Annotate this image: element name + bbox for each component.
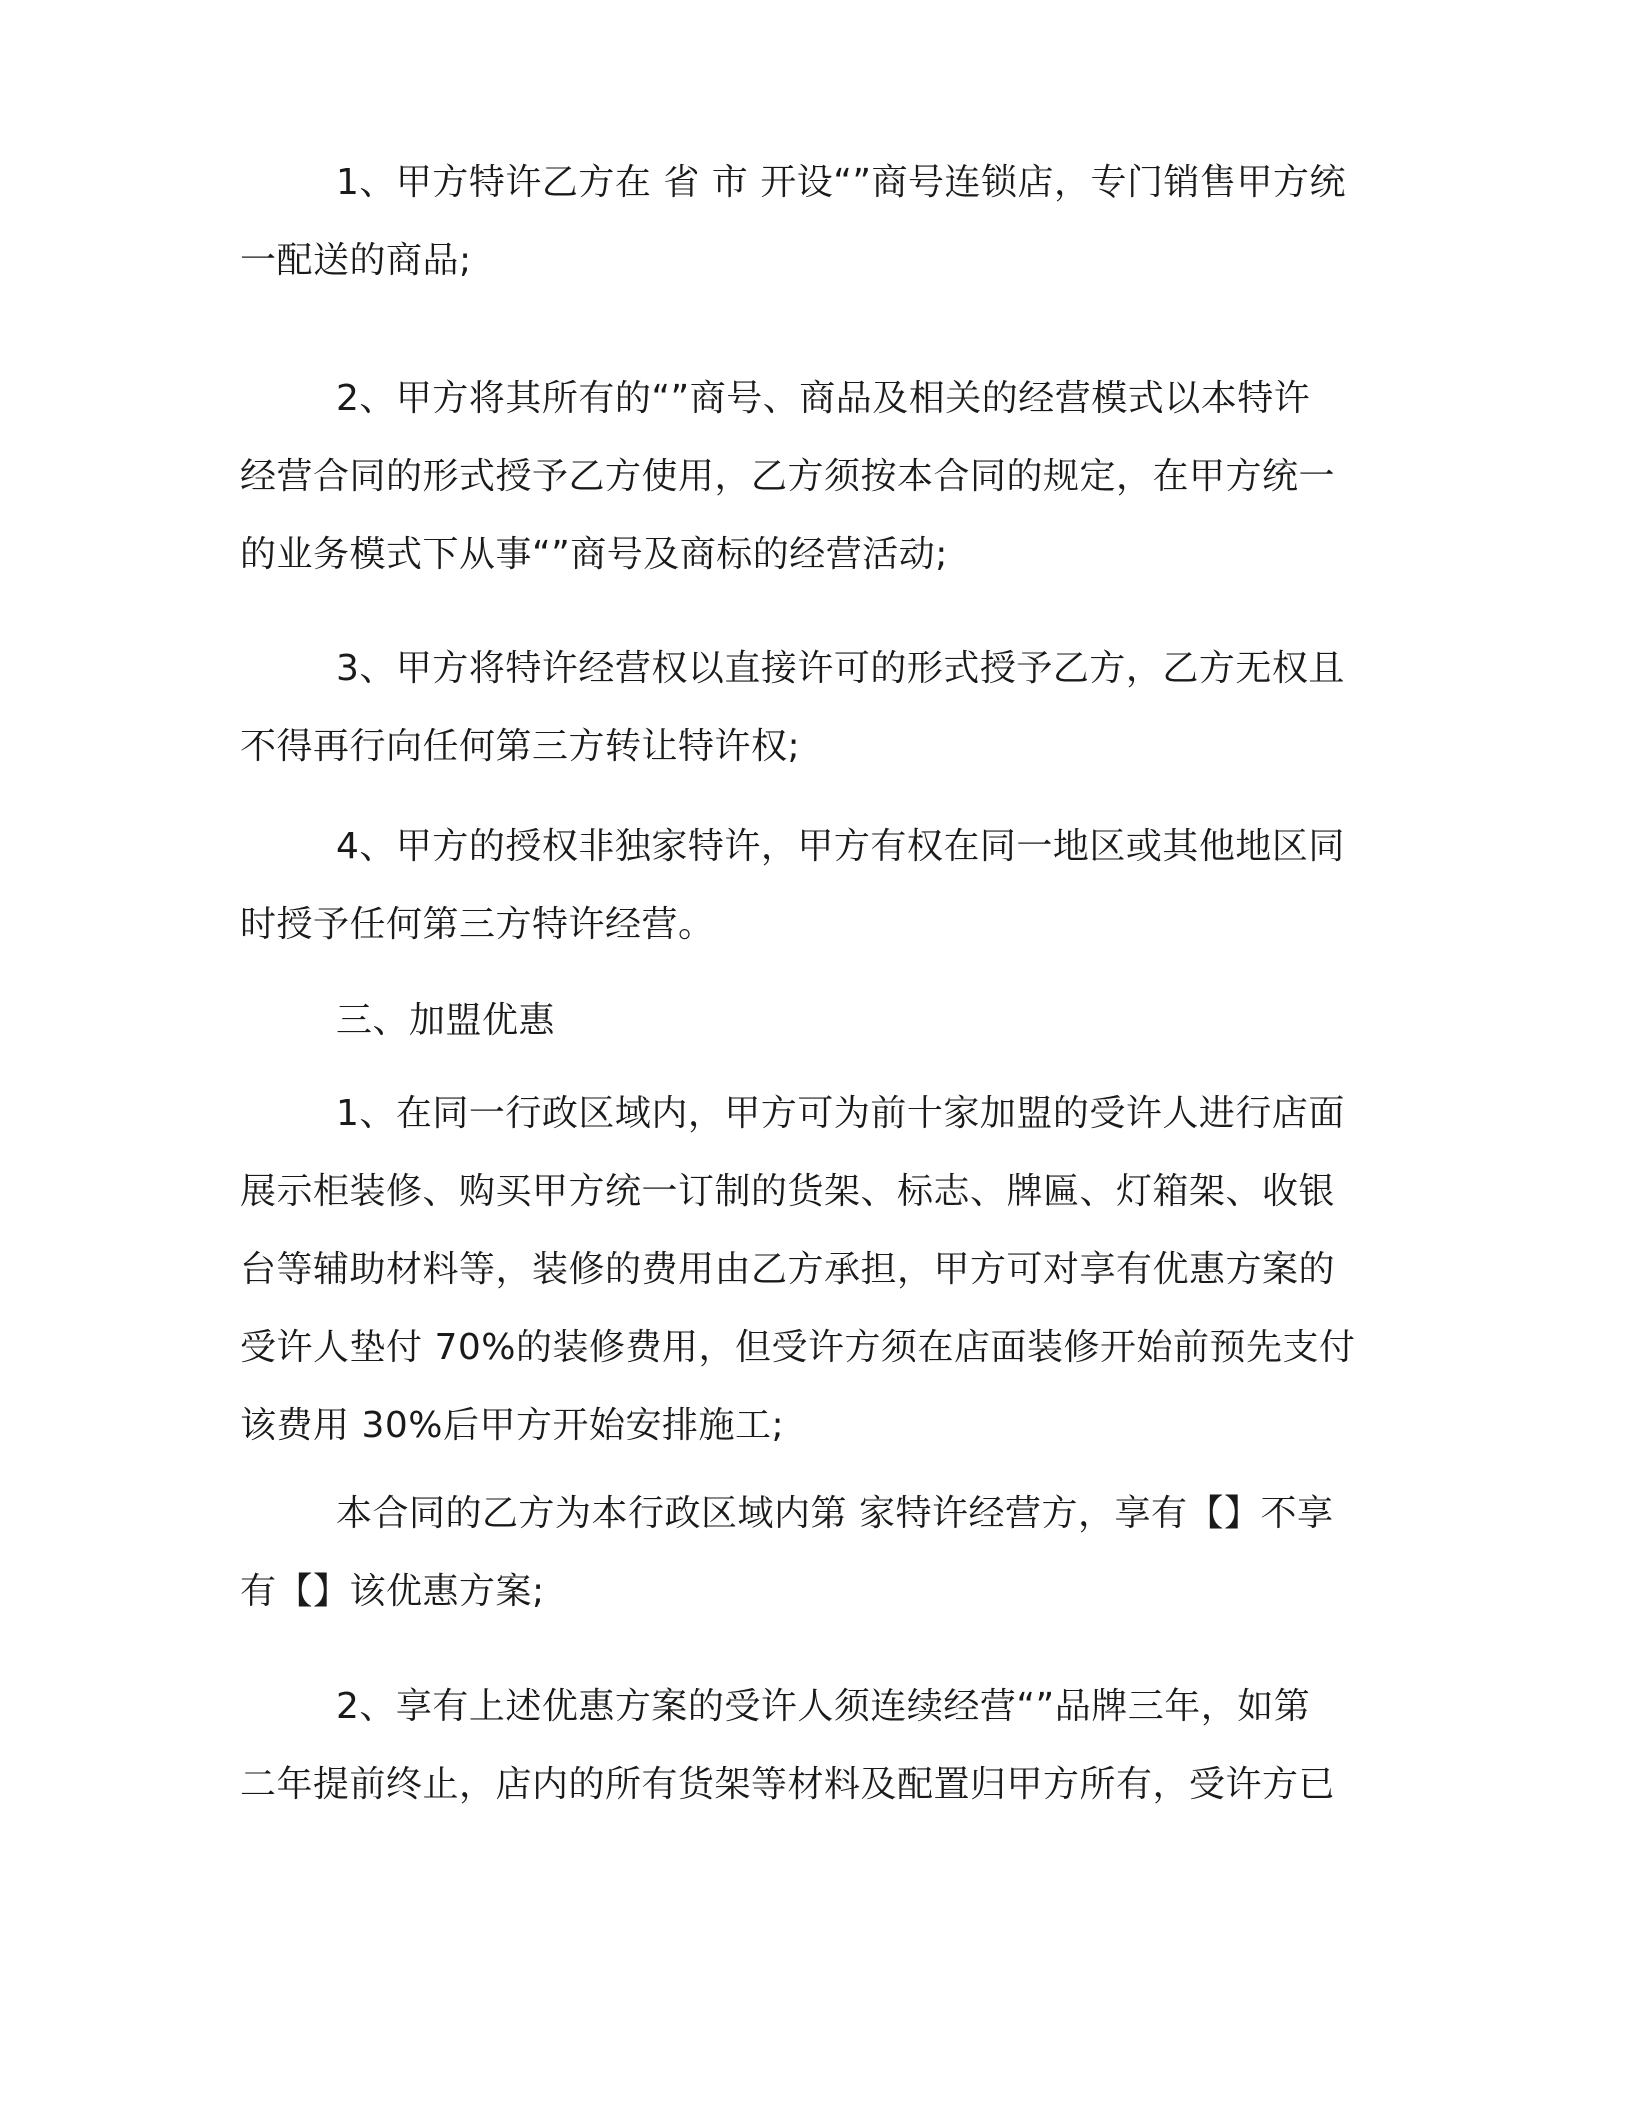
- paragraph-line: 1、甲方特许乙方在 省 市 开设“”商号连锁店，专门销售甲方统: [336, 162, 1347, 203]
- paragraph-line: 时授予任何第三方特许经营。: [240, 904, 715, 945]
- paragraph-line: 台等辅助材料等，装修的费用由乙方承担，甲方可对享有优惠方案的: [240, 1249, 1336, 1290]
- paragraph-line: 2、享有上述优惠方案的受许人须连续经营“”品牌三年，如第: [336, 1686, 1311, 1727]
- paragraph-line: 4、甲方的授权非独家特许，甲方有权在同一地区或其他地区同: [336, 826, 1345, 867]
- paragraph-3: [240, 630, 1395, 786]
- paragraph-2: [240, 360, 1395, 594]
- paragraph-line: 本合同的乙方为本行政区域内第 家特许经营方，享有【】不享: [336, 1493, 1334, 1534]
- paragraph-line: 不得再行向任何第三方转让特许权;: [240, 726, 801, 767]
- paragraph-line: 的业务模式下从事“”商号及商标的经营活动;: [240, 534, 948, 575]
- paragraph-line: 3、甲方将特许经营权以直接许可的形式授予乙方，乙方无权且: [336, 648, 1345, 689]
- paragraph-line: 该费用 30%后甲方开始安排施工;: [240, 1405, 785, 1446]
- paragraph-line: 1、在同一行政区域内，甲方可为前十家加盟的受许人进行店面: [336, 1093, 1345, 1134]
- paragraph-line: 经营合同的形式授予乙方使用，乙方须按本合同的规定，在甲方统一: [240, 456, 1336, 497]
- paragraph-line: 二年提前终止，店内的所有货架等材料及配置归甲方所有，受许方已: [240, 1764, 1336, 1805]
- paragraph-line: 2、甲方将其所有的“”商号、商品及相关的经营模式以本特许: [336, 378, 1311, 419]
- paragraph-6: [240, 1475, 1395, 1631]
- paragraph-line: 展示柜装修、购买甲方统一订制的货架、标志、牌匾、灯箱架、收银: [240, 1171, 1336, 1212]
- paragraph-7: [240, 1668, 1395, 1824]
- paragraph-line: 受许人垫付 70%的装修费用，但受许方须在店面装修开始前预先支付: [240, 1327, 1356, 1368]
- paragraph-5: [240, 1075, 1395, 1465]
- heading-text: 三、加盟优惠: [336, 1000, 556, 1041]
- paragraph-line: 一配送的商品;: [240, 240, 472, 281]
- paragraph-4: [240, 808, 1395, 964]
- paragraph-line: 有【】该优惠方案;: [240, 1571, 545, 1612]
- paragraph-1: [240, 144, 1395, 300]
- section-heading: [240, 982, 1395, 1060]
